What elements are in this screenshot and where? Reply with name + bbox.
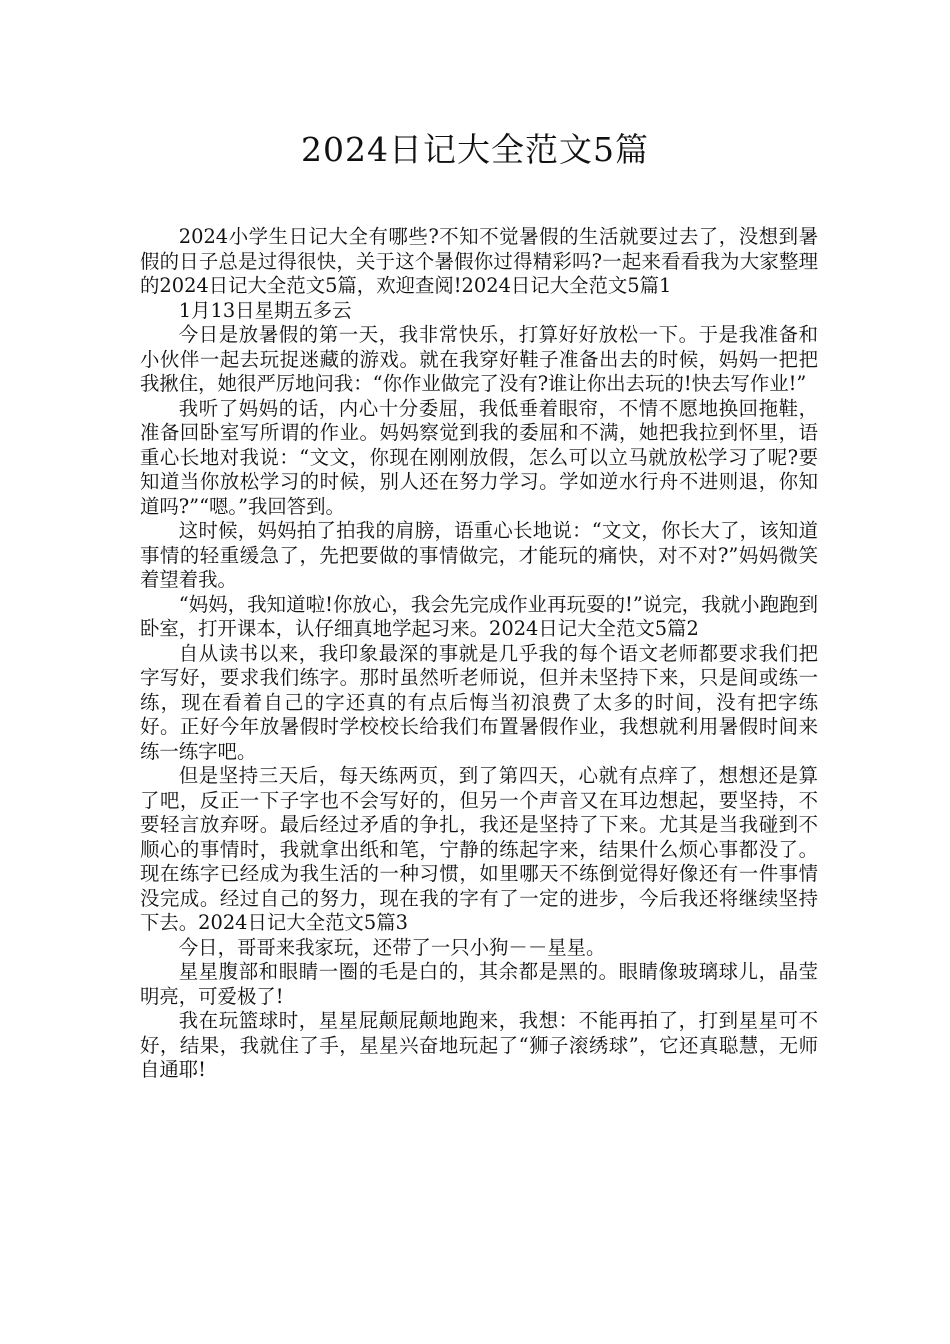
paragraph: 星星腹部和眼睛一圈的毛是白的，其余都是黑的。眼睛像玻璃球儿，晶莹明亮，可爱极了! [140, 960, 818, 1008]
paragraph: “妈妈，我知道啦!你放心，我会先完成作业再玩耍的!”说完，我就小跑跑到卧室，打开课本，认仔细真地学起习来。2024日记大全范文5篇2 [140, 592, 818, 640]
paragraph: 今日是放暑假的第一天，我非常快乐，打算好好放松一下。于是我准备和小伙伴一起去玩捉迷藏的游戏。就在我穿好鞋子准备出去的时候，妈妈一把把我揪住，她很严厉地问我：“你作业做完了没有?谁让你出去玩的!快去写作业!” [140, 323, 818, 395]
paragraph: 我在玩篮球时，星星屁颠屁颠地跑来，我想：不能再拍了，打到星星可不好，结果，我就住了手，星星兴奋地玩起了“狮子滚绣球”，它还真聪慧，无师自通耶! [140, 1009, 818, 1081]
paragraph: 这时候，妈妈拍了拍我的肩膀，语重心长地说：“文文，你长大了，该知道事情的轻重缓急了，先把要做的事情做完，才能玩的痛快，对不对?”妈妈微笑着望着我。 [140, 519, 818, 591]
paragraph-diary-date: 1月13日星期五多云 [178, 298, 352, 322]
paragraph: 我听了妈妈的话，内心十分委屈，我低垂着眼帘，不情不愿地换回拖鞋，准备回卧室写所谓的作业。妈妈察觉到我的委屈和不满，她把我拉到怀里，语重心长地对我说：“文文，你现在刚刚放假，怎么可以立马就放松学习了呢?要知道当你放松学习的时候，别人还在努力学习。学如逆水行舟不进则退，你知道吗?”“嗯。”我回答到。 [140, 396, 818, 518]
paragraph: 今日，哥哥来我家玩，还带了一只小狗－－星星。 [178, 935, 606, 959]
paragraph: 但是坚持三天后，每天练两页，到了第四天，心就有点痒了，想想还是算了吧，反正一下子字也不会写好的，但另一个声音又在耳边想起，要坚持，不要轻言放弃呀。最后经过矛盾的争扎，我还是坚持了下来。尤其是当我碰到不顺心的事情时，我就拿出纸和笔，宁静的练起字来，结果什么烦心事都没了。现在练字已经成为我生活的一种习惯，如里哪天不练倒觉得好像还有一件事情没完成。经过自己的努力，现在我的字有了一定的进步，今后我还将继续坚持下去。2024日记大全范文5篇3 [140, 764, 818, 934]
document-title: 2024日记大全范文5篇 [301, 130, 649, 169]
paragraph: 自从读书以来，我印象最深的事就是几乎我的每个语文老师都要求我们把字写好，要求我们练字。那时虽然听老师说，但并未坚持下来，只是间或练一练，现在看着自己的字还真的有点后悔当初浪费了太多的时间，没有把字练好。正好今年放暑假时学校校长给我们布置暑假作业，我想就利用暑假时间来练一练字吧。 [140, 641, 818, 763]
document-body [140, 225, 818, 1083]
paragraph-intro: 2024小学生日记大全有哪些?不知不觉暑假的生活就要过去了，没想到暑假的日子总是过得很快，关于这个暑假你过得精彩吗?一起来看看我为大家整理的2024日记大全范文5篇，欢迎查阅!2024日记大全范文5篇1 [140, 225, 818, 297]
